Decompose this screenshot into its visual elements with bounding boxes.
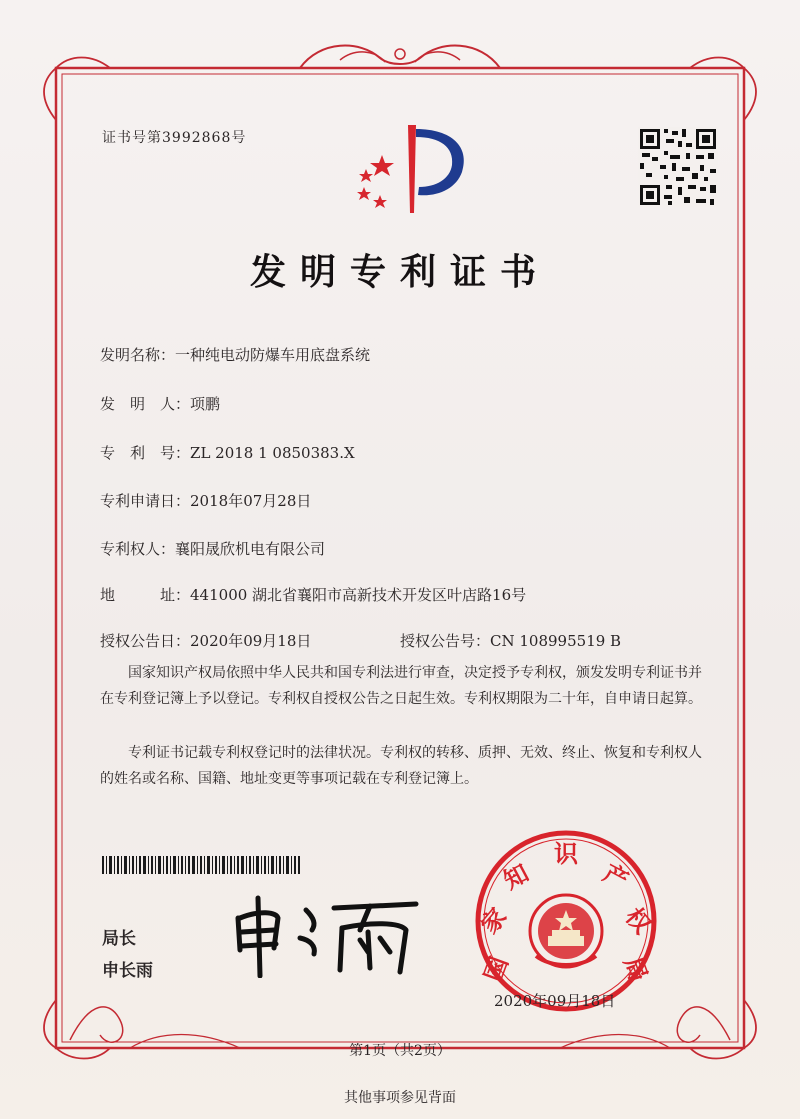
inventor-label: 发 明 人：: [100, 395, 191, 413]
grant-number-label: 授权公告号：: [400, 632, 491, 650]
inventor-row: [100, 393, 220, 414]
patent-number-row: [100, 442, 355, 463]
svg-text:权: 权: [619, 902, 658, 940]
certificate-number: 证书号第3992868号: [102, 130, 247, 146]
svg-text:产: 产: [598, 858, 634, 895]
back-note: 其他事项参见背面: [344, 1090, 456, 1106]
grant-number-value: CN 108995519 B: [490, 632, 622, 650]
svg-text:识: 识: [554, 839, 578, 868]
svg-text:家: 家: [474, 902, 513, 940]
patentee-label: 专利权人：: [100, 540, 176, 558]
grant-date-row: [100, 630, 311, 651]
barcode-icon: [102, 856, 302, 874]
svg-text:知: 知: [498, 858, 534, 895]
grant-statement-paragraph: 国家知识产权局依照中华人民共和国专利法进行审查，决定授予专利权，颁发发明专利证书并在专利登记簿上予以登记。专利权自授权公告之日起生效。专利权期限为二十年，自申请日起算。: [100, 665, 702, 707]
address-value: 441000 湖北省襄阳市高新技术开发区叶店路16号: [190, 586, 527, 604]
filing-date-row: [100, 490, 311, 511]
patent-number-label: 专 利 号：: [100, 444, 191, 462]
seal-date: 2020年09月18日: [494, 992, 616, 1010]
invention-name-row: [100, 344, 370, 365]
address-row: [100, 584, 526, 605]
grant-date-value: 2020年09月18日: [190, 632, 312, 650]
qr-code-icon: [638, 127, 718, 207]
inventor-value: 项鹏: [190, 395, 221, 413]
director-title: 局长: [102, 929, 136, 949]
svg-text:局: 局: [618, 952, 654, 986]
invention-name-label: 发明名称：: [100, 346, 176, 364]
invention-name-value: 一种纯电动防爆车用底盘系统: [175, 346, 371, 364]
patentee-value: 襄阳晟欣机电有限公司: [175, 540, 326, 558]
patentee-row: [100, 538, 325, 559]
filing-date-label: 专利申请日：: [100, 492, 191, 510]
legal-status-paragraph: 专利证书记载专利权登记时的法律状况。专利权的转移、质押、无效、终止、恢复和专利权人的姓名或名称、国籍、地址变更等事项记载在专利登记簿上。: [100, 745, 702, 787]
page-info: 第1页（共2页）: [349, 1043, 451, 1059]
svg-text:国: 国: [478, 952, 514, 986]
official-seal-stamp: [466, 826, 666, 1016]
filing-date-value: 2018年07月28日: [190, 492, 312, 510]
grant-number-row: [400, 630, 621, 651]
director-signature: [230, 888, 420, 978]
cnipa-logo-icon: [342, 117, 472, 217]
grant-date-label: 授权公告日：: [100, 632, 191, 650]
patent-number-value: ZL 2018 1 0850383.X: [190, 444, 355, 462]
director-name: 申长雨: [102, 961, 153, 981]
certificate-title: 发明专利证书: [249, 251, 550, 293]
address-label: 地 址：: [100, 586, 191, 604]
